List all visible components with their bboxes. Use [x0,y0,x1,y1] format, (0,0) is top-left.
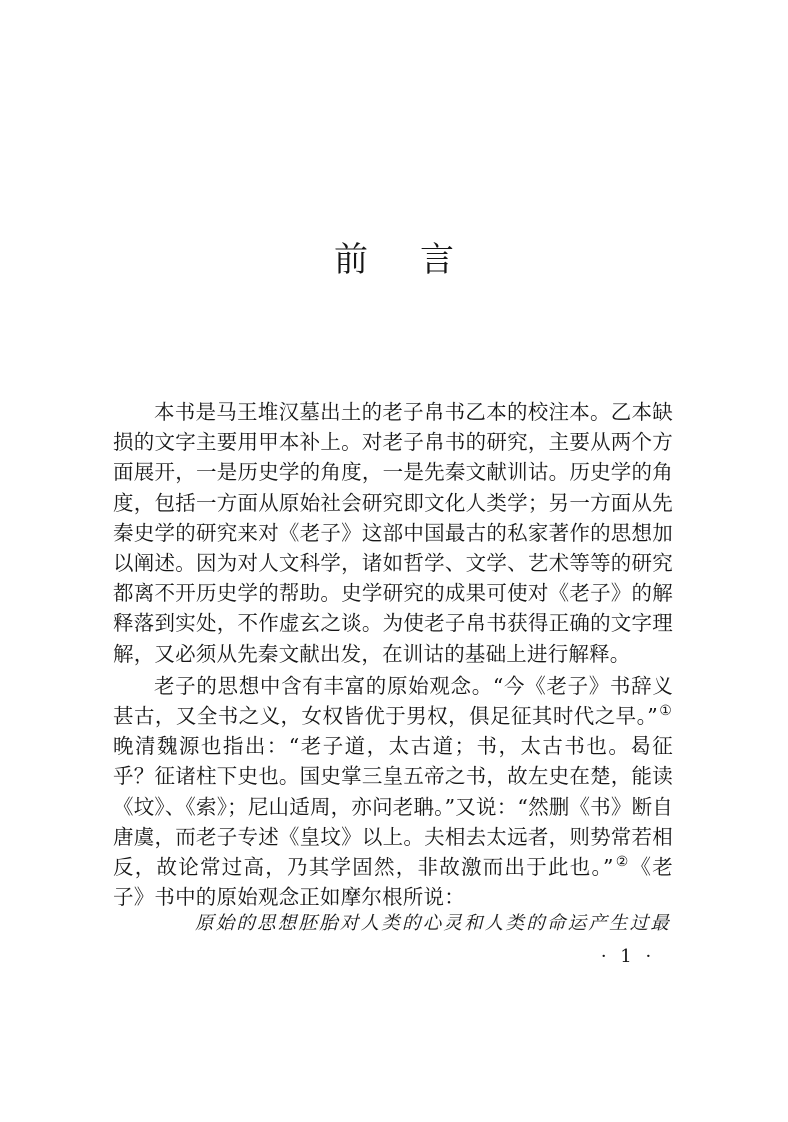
paragraph-2-part-1: 老子的思想中含有丰富的原始观念。“今《老子》书辞义甚古，又全书之义，女权皆优于男权，俱足征其时代之早。” [113,673,673,729]
page-title [0,240,788,280]
paragraph-1: 本书是马王堆汉墓出土的老子帛书乙本的校注本。乙本缺损的文字主要用甲本补上。对老子帛书的研究，主要从两个方面展开，一是历史学的角度，一是先秦文献训诂。历史学的角度，包括一方面从原始社会研究即文化人类学；另一方面从先秦史学的研究来对《老子》这部中国最古的私家著作的思想加以阐述。因为对人文科学，诸如哲学、文学、艺术等等的研究都离不开历史学的帮助。史学研究的成果可使对《老子》的解释落到实处，不作虚玄之谈。为使老子帛书获得正确的文字理解，又必须从先秦文献出发，在训诂的基础上进行解释。 [113,400,673,666]
title-left-character: 前 [334,240,368,280]
footnote-marker-1: ① [658,703,672,720]
paragraph-2-part-2: 晚清魏源也指出：“老子道，太古道；书，太古书也。曷征乎？征诸柱下史也。国史掌三皇五帝之书，故左史在楚，能读《坟》、《索》；尼山适周，亦问老聃。”又说：“然删《书》断自唐虞，而老子专述《皇坟》以上。夫相去太远者，则势常若相反，故论常过高，乃其学固然，非故激而出于此也。” [113,734,673,880]
paragraph-2-part-3: 《老子》书中的原始观念正如摩尔根所说： [113,855,673,910]
page-number: · 1 · [600,946,656,967]
quoted-passage: 原始的思想胚胎对人类的心灵和人类的命运产生过最 [195,913,672,934]
footnote-marker-2: ② [614,854,630,871]
paragraph-2 [113,671,673,913]
title-right-character: 言 [420,240,454,280]
body-text [113,397,673,912]
